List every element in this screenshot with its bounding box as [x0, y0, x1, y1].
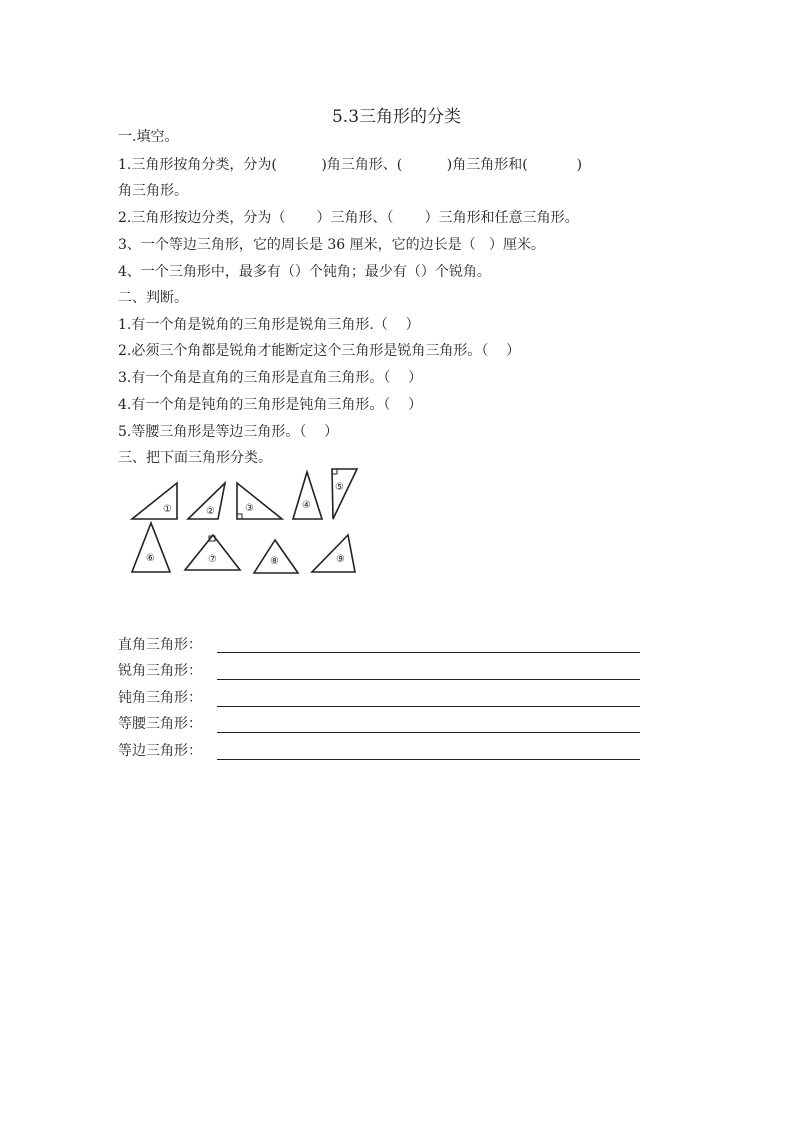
- page-title: 5.3三角形的分类: [331, 107, 462, 127]
- question-4: 4、一个三角形中，最多有（）个钝角；最少有（）个锐角。: [118, 264, 491, 280]
- triangle-9: [312, 535, 355, 572]
- answer-line-obtuse[interactable]: [217, 706, 640, 707]
- triangle-1: [132, 483, 177, 519]
- section-1-heading: 一.填空。: [118, 129, 179, 145]
- section-2-heading: 二、判断。: [118, 290, 188, 306]
- answer-label-acute: 锐角三角形：: [118, 663, 202, 679]
- triangle-6: [132, 523, 170, 572]
- judgement-item-5: 5.等腰三角形是等边三角形。（ ）: [118, 424, 339, 440]
- question-3: 3、一个等边三角形，它的周长是 36 厘米，它的边长是（ ）厘米。: [118, 237, 545, 253]
- triangle-label-3: ③: [245, 503, 254, 514]
- triangle-label-5: ⑤: [335, 482, 344, 493]
- triangle-3: [237, 483, 282, 519]
- question-1-line-1: 1.三角形按角分类，分为( )角三角形、( )角三角形和( ): [118, 157, 583, 173]
- triangle-8: [254, 540, 298, 573]
- triangle-label-2: ②: [206, 506, 215, 517]
- triangle-label-1: ①: [163, 504, 172, 515]
- triangle-label-9: ⑨: [336, 554, 345, 565]
- answer-label-obtuse: 钝角三角形：: [118, 690, 202, 706]
- judgement-item-2: 2.必须三个角都是锐角才能断定这个三角形是锐角三角形。（ ）: [118, 343, 521, 359]
- triangle-label-6: ⑥: [146, 553, 155, 564]
- triangle-5: [332, 469, 357, 519]
- answer-label-right: 直角三角形：: [118, 637, 202, 653]
- triangle-label-8: ⑧: [270, 556, 279, 567]
- judgement-item-4: 4.有一个角是钝角的三角形是钝角三角形。（ ）: [118, 397, 423, 413]
- answer-line-right[interactable]: [217, 652, 640, 653]
- answer-line-isosceles[interactable]: [217, 732, 640, 733]
- question-1-line-2: 角三角形。: [118, 183, 188, 199]
- judgement-item-3: 3.有一个角是直角的三角形是直角三角形。（ ）: [118, 370, 423, 386]
- triangle-4: [293, 472, 322, 519]
- triangle-7: [185, 535, 240, 570]
- answer-line-equilateral[interactable]: [217, 759, 640, 760]
- triangle-label-7: ⑦: [208, 554, 217, 565]
- answer-label-equilateral: 等边三角形：: [118, 743, 202, 759]
- triangle-2: [188, 483, 225, 519]
- answer-label-isosceles: 等腰三角形：: [118, 716, 202, 732]
- section-3-heading: 三、把下面三角形分类。: [118, 450, 272, 466]
- judgement-item-1: 1.有一个角是锐角的三角形是锐角三角形.（ ）: [118, 317, 420, 333]
- question-2: 2.三角形按边分类，分为（ ）三角形、（ ）三角形和任意三角形。: [118, 210, 579, 226]
- answer-line-acute[interactable]: [217, 679, 640, 680]
- triangle-label-4: ④: [302, 500, 311, 511]
